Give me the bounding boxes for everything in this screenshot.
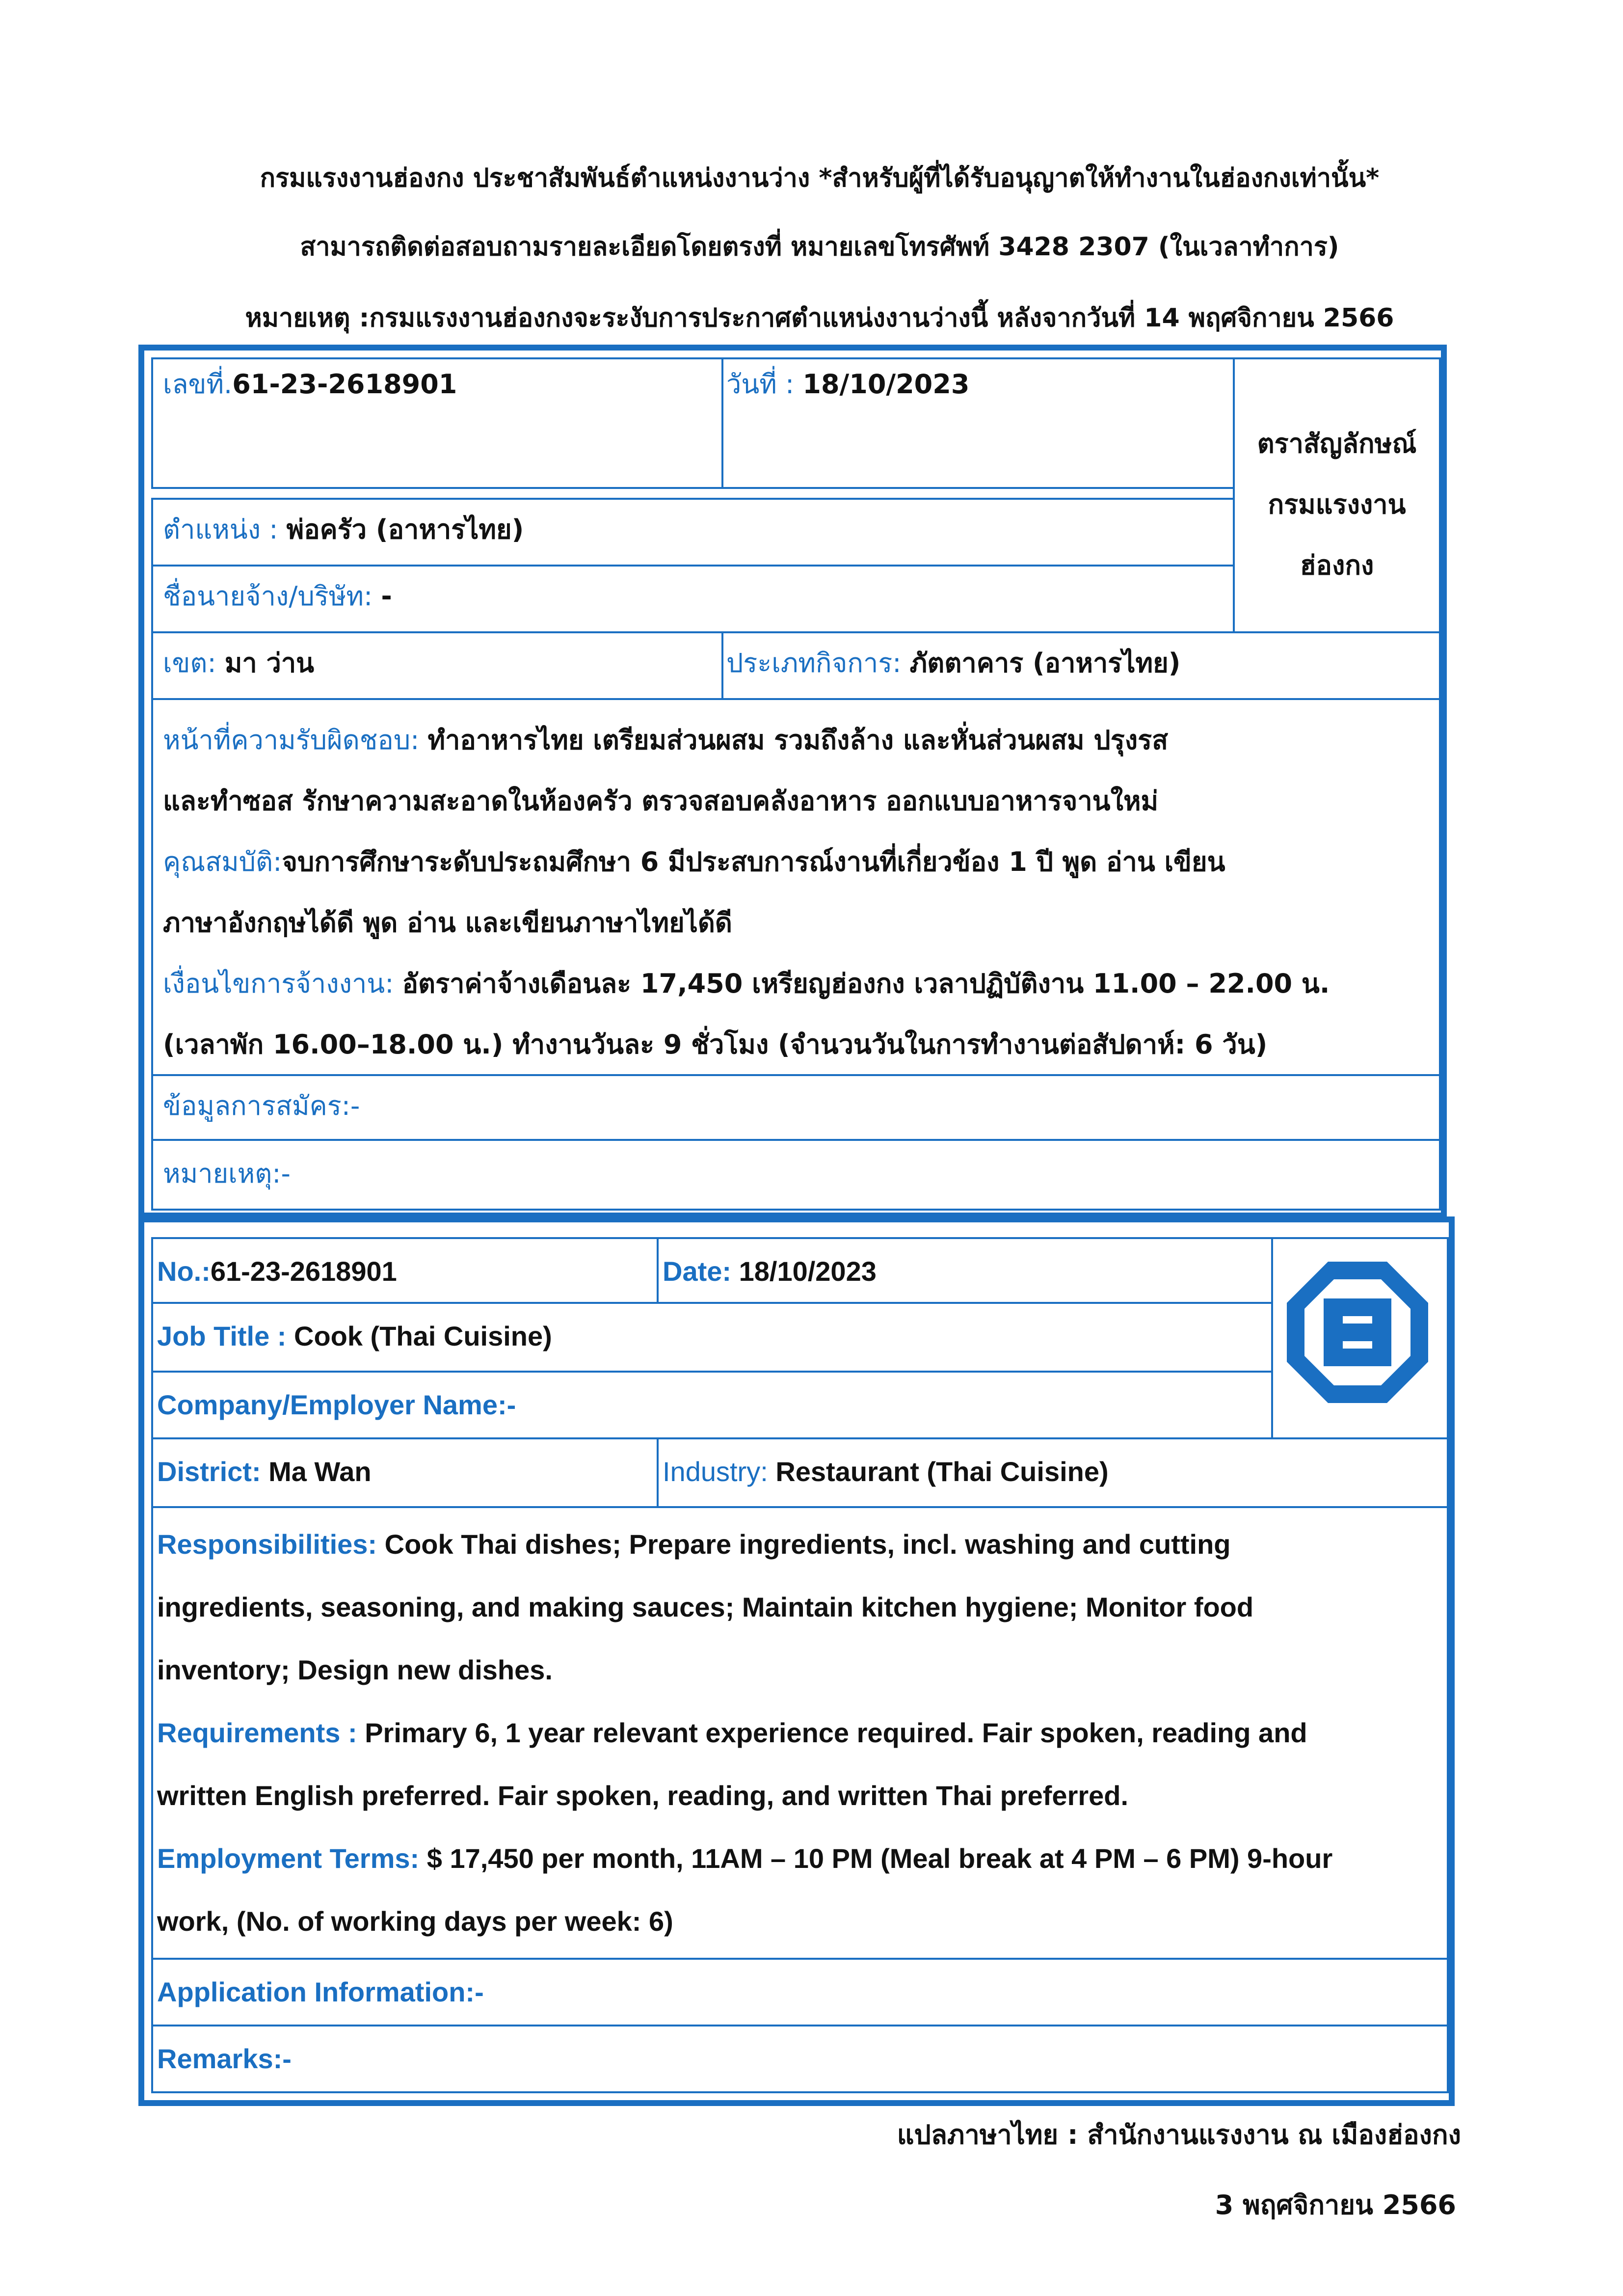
thai-resp-line: และทำซอส รักษาความสะอาดในห้องครัว ตรวจสอบคลังอาหาร ออกแบบอาหารจานใหม่ (163, 785, 1159, 816)
en-title-value: Cook (Thai Cuisine) (294, 1321, 552, 1351)
en-district-value: Ma Wan (268, 1456, 372, 1487)
thai-no-value: 61-23-2618901 (232, 369, 457, 400)
english-vacancy-box (138, 1216, 1455, 2106)
en-industry-cell (657, 1437, 1449, 1508)
thai-terms-label: เงื่อนไขการจ้างงาน: (163, 968, 394, 999)
en-resp-line: inventory; Design new dishes. (157, 1654, 553, 1685)
thai-terms-line: อัตราค่าจ้างเดือนละ 17,450 เหรียญฮ่องกง เวลาปฏิบัติงาน 11.00 – 22.00 น. (402, 968, 1330, 999)
thai-industry-value: ภัตตาคาร (อาหารไทย) (909, 648, 1181, 678)
header-line-1: กรมแรงงานฮ่องกง ประชาสัมพันธ์ตำแหน่งงานว่าง *สำหรับผู้ที่ได้รับอนุญาตให้ทำงานในฮ่องกงเท่านั้น* (260, 163, 1380, 193)
en-apply-cell (151, 1958, 1449, 2026)
en-logo-cell (1271, 1237, 1449, 1439)
en-district-cell (151, 1437, 659, 1508)
thai-position-value: พ่อครัว (อาหารไทย) (286, 514, 524, 545)
en-remarks-cell (151, 2025, 1449, 2093)
en-no-value: 61-23-2618901 (210, 1256, 397, 1287)
en-terms-line: $ 17,450 per month, 11AM – 10 PM (Meal break at 4 PM – 6 PM) 9-hour (426, 1843, 1333, 1874)
en-resp-label: Responsibilities: (157, 1529, 377, 1560)
labour-department-logo-icon (1284, 1259, 1431, 1406)
thai-resp-line: ทำอาหารไทย เตรียมส่วนผสม รวมถึงล้าง และหั่นส่วนผสม ปรุงรส (427, 725, 1169, 756)
thai-terms-line: (เวลาพัก 16.00–18.00 น.) ทำงานวันละ 9 ชั่วโมง (จำนวนวันในการทำงานต่อสัปดาห์: 6 วัน) (163, 1029, 1268, 1060)
thai-position-label: ตำแหน่ง : (163, 514, 278, 545)
thai-date-label: วันที่ : (726, 369, 795, 400)
thai-logo-caption-line: ฮ่องกง (1300, 550, 1374, 581)
thai-apply-label: ข้อมูลการสมัคร:- (163, 1090, 360, 1121)
translation-date: 3 พฤศจิกายน 2566 (1215, 2189, 1456, 2220)
en-company-label: Company/Employer Name:- (157, 1389, 516, 1420)
en-resp-line: ingredients, seasoning, and making sauces; Maintain kitchen hygiene; Monitor food (157, 1592, 1254, 1622)
en-req-line: Primary 6, 1 year relevant experience required. Fair spoken, reading and (365, 1717, 1307, 1748)
en-remarks-label: Remarks:- (157, 2043, 292, 2074)
en-date-cell (657, 1237, 1273, 1304)
thai-employer-value: - (381, 581, 392, 612)
thai-req-line: ภาษาอังกฤษได้ดี พูด อ่าน และเขียนภาษาไทยได้ดี (163, 907, 732, 938)
en-district-label: District: (157, 1456, 261, 1487)
thai-details-cell (151, 698, 1441, 1076)
thai-logo-caption-cell (1233, 357, 1441, 633)
thai-remarks-cell (151, 1139, 1441, 1211)
thai-req-label: คุณสมบัติ: (163, 846, 282, 877)
thai-employer-label: ชื่อนายจ้าง/บริษัท: (163, 581, 373, 612)
thai-logo-caption-line: กรมแรงงาน (1268, 489, 1406, 520)
thai-district-value: มา ว่าน (224, 648, 315, 678)
translation-credit: แปลภาษาไทย : สำนักงานแรงงาน ณ เมืองฮ่องกง (897, 2119, 1461, 2150)
en-apply-label: Application Information:- (157, 1976, 484, 2007)
en-no-label: No.: (157, 1256, 211, 1287)
en-terms-line: work, (No. of working days per week: 6) (157, 1906, 673, 1937)
thai-district-cell (151, 631, 723, 700)
header-line-2: สามารถติดต่อสอบถามรายละเอียดโดยตรงที่ หมายเลขโทรศัพท์ 3428 2307 (ในเวลาทำการ) (300, 232, 1339, 262)
en-req-label: Requirements : (157, 1717, 357, 1748)
thai-no-label: เลขที่. (163, 369, 233, 400)
thai-industry-label: ประเภทกิจการ: (726, 648, 902, 678)
thai-position-cell (151, 498, 1235, 567)
en-title-cell (151, 1302, 1273, 1373)
en-company-cell (151, 1371, 1273, 1439)
en-date-label: Date: (663, 1256, 732, 1287)
en-title-label: Job Title : (157, 1321, 287, 1351)
en-date-value: 18/10/2023 (739, 1256, 877, 1287)
thai-date-cell (721, 357, 1235, 489)
thai-date-value: 18/10/2023 (802, 369, 970, 400)
en-resp-line: Cook Thai dishes; Prepare ingredients, incl. washing and cutting (384, 1529, 1231, 1560)
header-line-3: หมายเหตุ :กรมแรงงานฮ่องกงจะระงับการประกาศตำแหน่งงานว่างนี้ หลังจากวันที่ 14 พฤศจิกายน 2566 (245, 303, 1394, 333)
en-details-cell (151, 1506, 1449, 1960)
en-req-line: written English preferred. Fair spoken, reading, and written Thai preferred. (157, 1780, 1129, 1811)
thai-req-line: จบการศึกษาระดับประถมศึกษา 6 มีประสบการณ์งานที่เกี่ยวข้อง 1 ปี พูด อ่าน เขียน (282, 846, 1225, 877)
en-no-cell (151, 1237, 659, 1304)
en-industry-value: Restaurant (Thai Cuisine) (775, 1456, 1109, 1487)
thai-employer-cell (151, 565, 1235, 633)
thai-industry-cell (721, 631, 1441, 700)
thai-remarks-label: หมายเหตุ:- (163, 1158, 291, 1189)
thai-apply-cell (151, 1074, 1441, 1141)
thai-vacancy-box (138, 345, 1447, 1218)
en-terms-label: Employment Terms: (157, 1843, 420, 1874)
thai-logo-caption-line: ตราสัญลักษณ์ (1257, 428, 1417, 459)
thai-resp-label: หน้าที่ความรับผิดชอบ: (163, 725, 420, 756)
thai-district-label: เขต: (163, 648, 216, 678)
en-industry-label: Industry: (663, 1456, 768, 1487)
thai-no-cell (151, 357, 723, 489)
